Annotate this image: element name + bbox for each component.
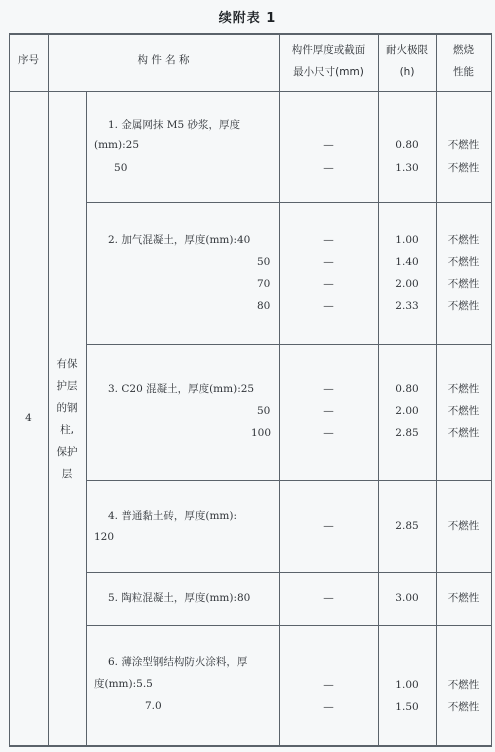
- item-divider-3: [86, 480, 492, 481]
- item-6-size-2: —: [323, 701, 334, 713]
- item-1-size-1: —: [323, 139, 334, 151]
- item-6-desc-line1: 6. 薄涂型钢结构防火涂料，厚: [108, 656, 248, 668]
- item-3-size-3: —: [323, 427, 334, 439]
- item-3-size-2: —: [323, 405, 334, 417]
- item-4-burn-1: 不燃性: [447, 520, 480, 532]
- item-3-burn-2: 不燃性: [447, 405, 480, 417]
- item-2-burn-4: 不燃性: [447, 300, 480, 312]
- category-line: 保护: [56, 446, 78, 458]
- item-3-limit-2: 2.00: [395, 405, 419, 417]
- item-1-desc-line1: 1. 金属网抹 M5 砂浆，厚度: [108, 119, 240, 131]
- category-line: 柱,: [60, 424, 74, 436]
- item-2-desc-line2: 50: [257, 256, 271, 268]
- item-6-limit-2: 1.50: [395, 701, 419, 713]
- item-divider-2: [86, 344, 492, 345]
- table-left-border: [9, 33, 10, 746]
- item-2-size-3: —: [323, 278, 334, 290]
- item-2-limit-2: 1.40: [395, 256, 419, 268]
- item-5-desc-line1: 5. 陶粒混凝土，厚度(mm):80: [108, 592, 251, 604]
- header-bottom-rule: [9, 91, 492, 92]
- header-col-limit-line2: (h): [399, 66, 415, 78]
- item-2-desc-line3: 70: [257, 278, 271, 290]
- item-2-burn-3: 不燃性: [447, 278, 480, 290]
- row-number: 4: [25, 412, 32, 424]
- item-2-desc-line4: 80: [257, 300, 271, 312]
- item-6-size-1: —: [323, 679, 334, 691]
- category-line: 有保: [56, 358, 78, 370]
- item-6-desc-line2: 度(mm):5.5: [94, 678, 153, 690]
- item-2-limit-1: 1.00: [395, 234, 419, 246]
- header-col-no: 序号: [18, 54, 39, 66]
- item-3-size-1: —: [323, 383, 334, 395]
- item-1-size-2: —: [323, 162, 334, 174]
- item-4-limit-1: 2.85: [395, 520, 419, 532]
- item-1-burn-1: 不燃性: [447, 139, 480, 151]
- item-4-size-1: —: [323, 520, 334, 532]
- item-2-size-2: —: [323, 256, 334, 268]
- header-col-burn-line2: 性能: [453, 66, 474, 78]
- col-divider-category: [86, 91, 87, 746]
- table-title: 续附表 1: [218, 11, 277, 26]
- item-3-burn-3: 不燃性: [447, 427, 480, 439]
- item-1-desc-line2: (mm):25: [94, 139, 140, 151]
- item-3-desc-line3: 100: [251, 427, 272, 439]
- item-1-burn-2: 不燃性: [447, 162, 480, 174]
- category-line: 层: [61, 468, 73, 480]
- header-col-size-line1: 构件厚度或截面: [291, 44, 366, 56]
- item-2-size-4: —: [323, 300, 334, 312]
- item-divider-1: [86, 202, 492, 203]
- item-3-desc-line1: 3. C20 混凝土，厚度(mm):25: [108, 383, 255, 395]
- item-3-burn-1: 不燃性: [447, 383, 480, 395]
- category-line: 护层: [56, 380, 78, 392]
- item-2-burn-2: 不燃性: [447, 256, 480, 268]
- item-6-limit-1: 1.00: [395, 679, 419, 691]
- item-2-desc-line1: 2. 加气混凝土，厚度(mm):40: [108, 234, 251, 246]
- item-2-burn-1: 不燃性: [447, 234, 480, 246]
- header-col-name: 构 件 名 称: [137, 54, 190, 66]
- item-4-desc-line2: 120: [94, 531, 115, 543]
- item-2-size-1: —: [323, 234, 334, 246]
- item-divider-4: [86, 572, 492, 573]
- item-6-burn-2: 不燃性: [447, 701, 480, 713]
- header-col-size-line2: 最小尺寸(mm): [293, 66, 364, 78]
- item-4-desc-line1: 4. 普通黏土砖，厚度(mm):: [108, 510, 237, 522]
- item-3-limit-3: 2.85: [395, 427, 419, 439]
- item-2-limit-4: 2.33: [395, 300, 419, 312]
- item-5-burn-1: 不燃性: [447, 592, 480, 604]
- item-5-limit-1: 3.00: [395, 592, 419, 604]
- table-top-border: [9, 33, 492, 35]
- category-line: 的钢: [56, 402, 78, 414]
- item-5-size-1: —: [323, 592, 334, 604]
- header-col-burn-line1: 燃烧: [453, 44, 474, 56]
- header-col-limit-line1: 耐火极限: [386, 44, 428, 56]
- item-3-desc-line2: 50: [257, 405, 271, 417]
- item-divider-5: [86, 625, 492, 626]
- item-1-desc-line3: 50: [94, 162, 128, 174]
- item-6-burn-1: 不燃性: [447, 679, 480, 691]
- item-6-desc-line3: 7.0: [145, 700, 162, 712]
- table-right-border: [491, 33, 492, 746]
- item-2-limit-3: 2.00: [395, 278, 419, 290]
- table-bottom-border: [9, 745, 492, 747]
- item-3-limit-1: 0.80: [395, 383, 419, 395]
- item-1-limit-2: 1.30: [395, 162, 419, 174]
- item-1-limit-1: 0.80: [395, 139, 419, 151]
